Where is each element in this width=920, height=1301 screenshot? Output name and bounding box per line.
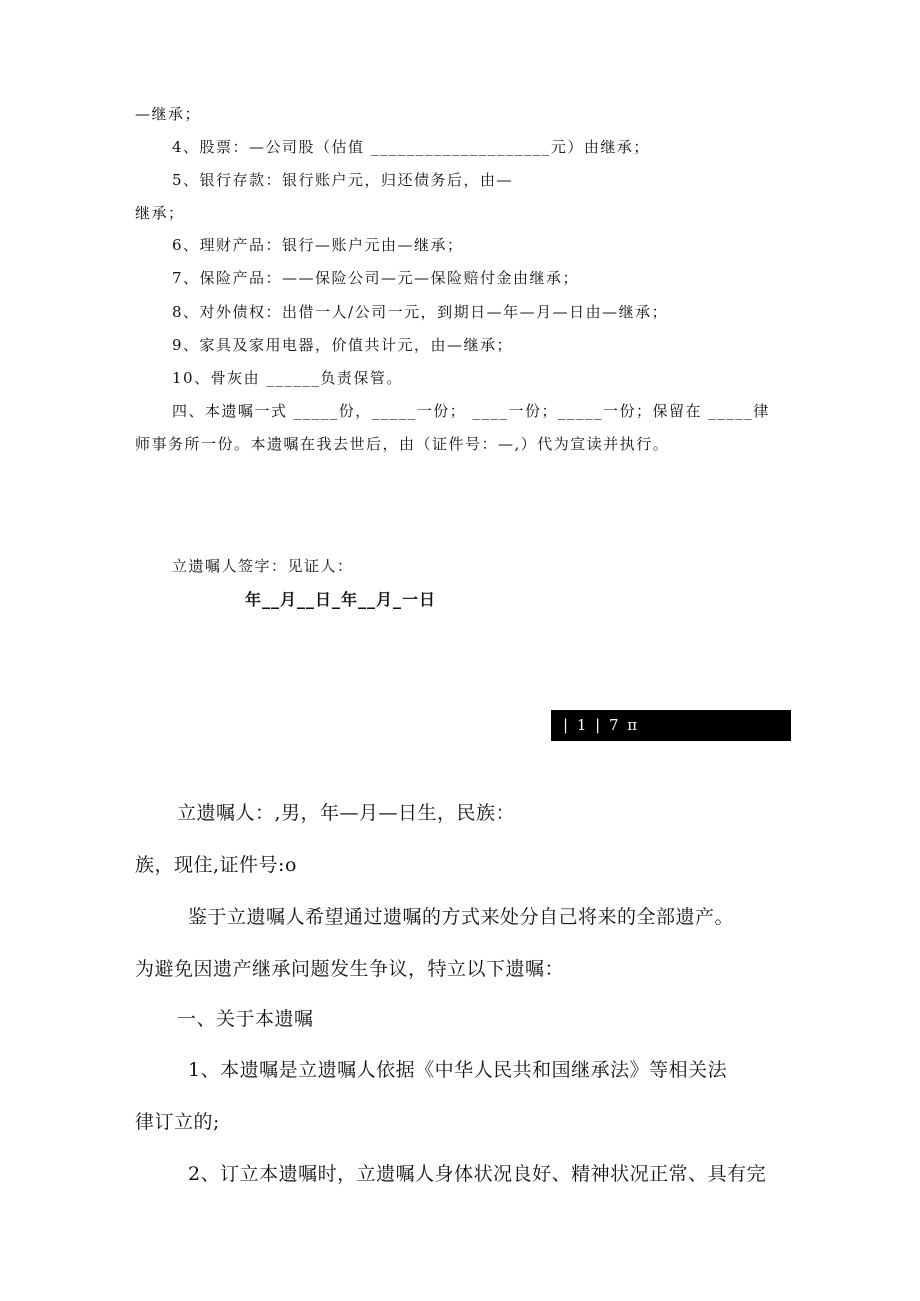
text-line: 7、保险产品：——保险公司—元—保险赔付金由继承； <box>172 269 580 287</box>
text-line: 四、本遗嘱一式 _____份，_____一份； ____一份；_____一份；保留在 _____律 <box>172 402 770 420</box>
text-line: —继承； <box>135 105 202 123</box>
text-line: 8、对外债权：出借一人/公司一元，到期日—年—月—日由—继承； <box>172 303 669 321</box>
date-line: 年__月__日_年__月_一日 <box>245 590 437 609</box>
text-line: 师事务所一份。本遗嘱在我去世后，由（证件号：—,）代为宣读并执行。 <box>135 435 670 453</box>
text-line: 为避免因遗产继承问题发生争议，特立以下遗嘱： <box>135 958 565 980</box>
section-heading: 一、关于本遗嘱 <box>177 1008 314 1030</box>
text-line: 立遗嘱人：,男，年—月—日生，民族： <box>177 802 516 824</box>
text-line: 鉴于立遗嘱人希望通过遗嘱的方式来处分自己将来的全部遗产。 <box>188 906 735 928</box>
page-number-bar: | 1 | 7 π <box>551 710 791 741</box>
text-line: 5、银行存款：银行账户元，归还债务后，由— <box>172 171 514 189</box>
text-line: 2、订立本遗嘱时，立遗嘱人身体状况良好、精神状况正常、具有完 <box>188 1163 767 1185</box>
text-line: 10、骨灰由 ______负责保管。 <box>172 369 403 387</box>
text-line: 9、家具及家用电器，价值共计元，由—继承； <box>172 336 514 354</box>
text-line: 族，现住,证件号:o <box>135 854 297 876</box>
text-line: 4、股票：—公司股（估值 ____________________元）由继承； <box>172 138 650 156</box>
signature-line: 立遗嘱人签字：见证人： <box>172 557 354 575</box>
text-line: 1、本遗嘱是立遗嘱人依据《中华人民共和国继承法》等相关法 <box>188 1059 728 1081</box>
text-line: 6、理财产品：银行—账户元由—继承； <box>172 236 464 254</box>
text-line: 律订立的; <box>135 1111 220 1133</box>
text-line: 继承； <box>135 204 185 222</box>
